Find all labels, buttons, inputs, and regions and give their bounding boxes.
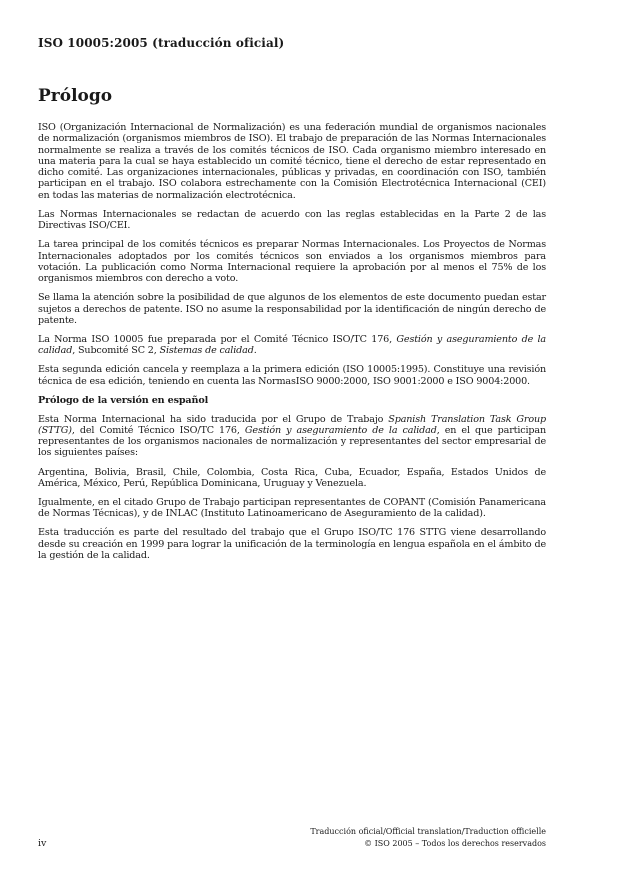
document-body bbox=[38, 122, 546, 569]
text-run: , Subcomité SC 2, bbox=[72, 345, 160, 357]
paragraph-translation bbox=[38, 414, 546, 459]
section-heading-spanish-version: Prólogo de la versión en español bbox=[38, 394, 209, 406]
text-run: , en el que participan representantes de los organismos nacionales de normalización y representantes del sector empresarial de los siguientes países: bbox=[38, 424, 547, 459]
paragraph-edition: Esta segunda edición cancela y reemplaza a la primera edición (ISO 10005:1995). Constituye una revisión técnica de esa edición, teniendo en cuenta las NormasISO 9000:2000, ISO 9001:2000 e ISO 9004:2000. bbox=[38, 364, 546, 387]
paragraph-preparation bbox=[38, 334, 546, 357]
footer-notice bbox=[310, 826, 546, 850]
paragraph-countries: Argentina, Bolivia, Brasil, Chile, Colombia, Costa Rica, Cuba, Ecuador, España, Estados Unidos de América, México, Perú, República Dominicana, Uruguay y Venezuela. bbox=[38, 466, 546, 489]
copyright-notice: © ISO 2005 – Todos los derechos reservados bbox=[364, 839, 546, 848]
text-run: . bbox=[253, 345, 257, 357]
paragraph-drafting-rules: Las Normas Internacionales se redactan de acuerdo con las reglas establecidas en la Parte 2 de las Directivas ISO/CEI. bbox=[38, 208, 546, 232]
italic-run: Sistemas de calidad bbox=[159, 345, 254, 357]
paragraph-committee-tasks: La tarea principal de los comités técnicos es preparar Normas Internacionales. Los Proyectos de Normas Internacionales adoptados por los comités técnicos son enviados a los organismos miembros para votación. La publicación como Norma Internacional requiere la aprobación por al menos el 75% de los organismos miembros con derecho a voto. bbox=[38, 239, 546, 285]
text-run: Esta Norma Internacional ha sido traducida por el Grupo de Trabajo bbox=[38, 413, 389, 425]
text-run: La Norma ISO 10005 fue preparada por el Comité Técnico ISO/TC 176, bbox=[38, 333, 397, 345]
paragraph-patent-notice: Se llama la atención sobre la posibilidad de que algunos de los elementos de este documento puedan estar sujetos a derechos de patente. ISO no asume la responsabilidad por la identificación de ningún derecho de patente. bbox=[38, 292, 546, 326]
document-header: ISO 10005:2005 (traducción oficial) bbox=[38, 36, 285, 50]
italic-run: Spanish Translation Task Group (STTG) bbox=[38, 413, 546, 436]
text-run: , del Comité Técnico ISO/TC 176, bbox=[71, 424, 245, 436]
paragraph-iso-organization: ISO (Organización Internacional de Normalización) es una federación mundial de organismos nacionales de normalización (organismos miembros de ISO). El trabajo de preparación de las Normas Internacionales normalmente se realiza a través de los comités técnicos de ISO. Cada organismo miembro interesado en una materia para la cual se haya establecido un comité técnico, tiene el derecho de estar representado en dicho comité. Las organizaciones internacionales, públicas y privadas, en coordinación con ISO, también participan en el trabajo. ISO colabora estrechamente con la Comisión Electrotécnica Internacional (CEI) en todas las materias de normalización electrotécnica. bbox=[38, 122, 546, 201]
translation-note: Traducción oficial/Official translation/Traduction officielle bbox=[310, 827, 546, 836]
italic-run: Gestión y aseguramiento de la calidad bbox=[38, 333, 546, 357]
paragraph-copant-inlac: Igualmente, en el citado Grupo de Trabajo participan representantes de COPANT (Comisión Panamericana de Normas Técnicas), y de INLAC (Instituto Latinoamericano de Aseguramiento de la calidad). bbox=[38, 496, 546, 520]
page-number: iv bbox=[38, 838, 47, 849]
paragraph-sttg-work: Esta traducción es parte del resultado del trabajo que el Grupo ISO/TC 176 STTG viene desarrollando desde su creación en 1999 para lograr la unificación de la terminología en lengua española en el ámbito de la gestión de la calidad. bbox=[38, 527, 546, 561]
page-title: Prólogo bbox=[38, 86, 113, 106]
italic-run: Gestión y aseguramiento de la calidad bbox=[244, 424, 437, 436]
